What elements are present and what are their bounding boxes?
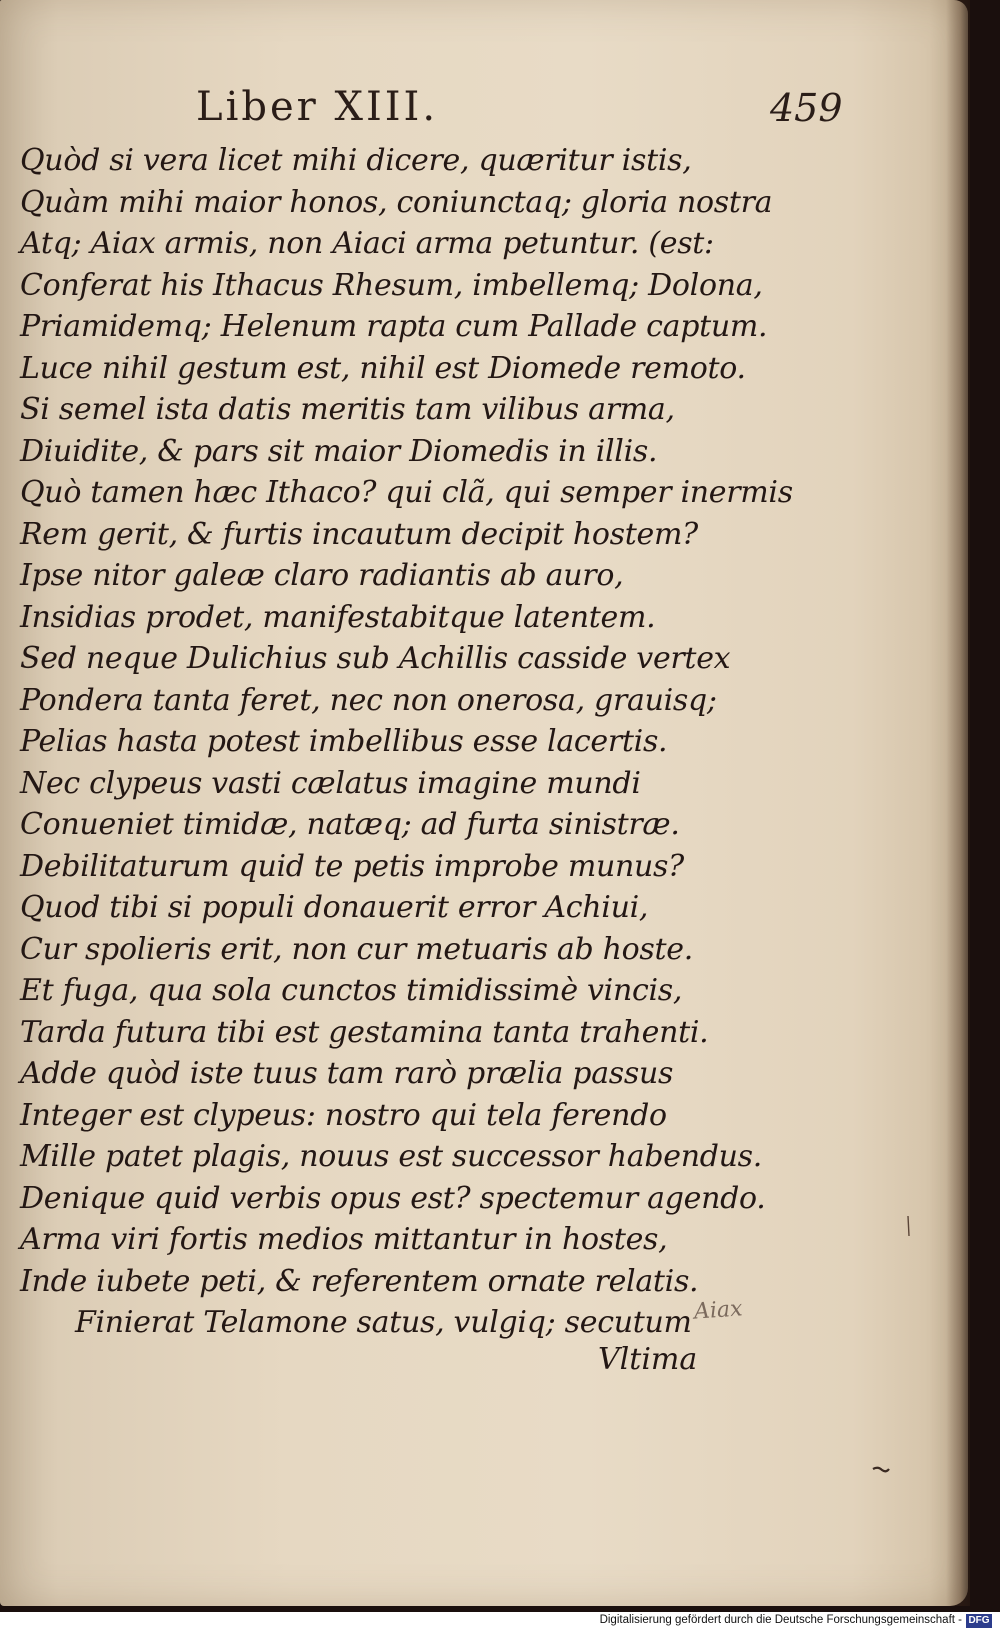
verse-line-21: Et fuga, qua sola cunctos timidissimè vincis, bbox=[20, 973, 683, 1008]
page-number: 459 bbox=[770, 86, 843, 130]
verse-line-17: Conueniet timidæ, natæq; ad furta sinistræ. bbox=[20, 807, 680, 842]
verse-line-16: Nec clypeus vasti cælatus imagine mundi bbox=[20, 765, 641, 801]
verse-block bbox=[20, 140, 793, 1344]
verse-line-27: Arma viri fortis medios mittantur in hostes, bbox=[20, 1222, 668, 1257]
ink-blot bbox=[872, 1466, 890, 1474]
verse-line-24: Integer est clypeus: nostro qui tela ferendo bbox=[20, 1097, 667, 1133]
verse-line-14: Pondera tanta feret, nec non onerosa, grauisq; bbox=[20, 682, 717, 718]
verse-line-7: Si semel ista datis meritis tam vilibus arma, bbox=[20, 392, 675, 427]
verse-line-19: Quod tibi si populi donauerit error Achiui, bbox=[20, 890, 649, 925]
verse-line-18: Debilitaturum quid te petis improbe munus? bbox=[20, 848, 684, 884]
verse-line-11: Ipse nitor galeæ claro radiantis ab auro, bbox=[20, 558, 624, 593]
page-header bbox=[0, 0, 968, 140]
verse-line-29: Finierat Telamone satus, vulgiq; secutum bbox=[75, 1305, 692, 1340]
verse-line-13: Sed neque Dulichius sub Achillis casside vertex bbox=[20, 641, 731, 676]
verse-line-6: Luce nihil gestum est, nihil est Diomede remoto. bbox=[20, 350, 746, 386]
verse-line-9: Quò tamen hæc Ithaco? qui clã, qui semper inermis bbox=[20, 475, 793, 510]
verse-line-2: Quàm mihi maior honos, coniunctaq; gloria nostra bbox=[20, 184, 773, 220]
verse-line-1: Quòd si vera licet mihi dicere, quæritur istis, bbox=[20, 143, 692, 178]
verse-line-3: Atq; Aiax armis, non Aiaci arma petuntur. (est: bbox=[20, 226, 714, 261]
verse-line-12: Insidias prodet, manifestabitque latentem. bbox=[20, 599, 656, 635]
verse-line-23: Adde quòd iste tuus tam rarò prælia passus bbox=[20, 1056, 674, 1091]
verse-line-25: Mille patet plagis, nouus est successor habendus. bbox=[20, 1139, 762, 1174]
handwritten-marginal-note: Aiax bbox=[693, 1296, 744, 1325]
dfg-logo: DFG bbox=[966, 1614, 992, 1628]
verse-line-10: Rem gerit, & furtis incautum decipit hostem? bbox=[20, 516, 698, 552]
catchword: Vltima bbox=[598, 1342, 698, 1377]
running-head: Liber XIII. bbox=[196, 84, 439, 130]
verse-line-20: Cur spolieris erit, non cur metuaris ab hoste. bbox=[20, 931, 693, 967]
verse-line-28: Inde iubete peti, & referentem ornate relatis. bbox=[20, 1263, 699, 1299]
digitization-credit: Digitalisierung gefördert durch die Deutsche Forschungsgemeinschaft - bbox=[599, 1614, 962, 1626]
verse-line-4: Conferat his Ithacus Rhesum, imbellemq; Dolona, bbox=[20, 267, 763, 303]
verse-line-22: Tarda futura tibi est gestamina tanta trahenti. bbox=[20, 1014, 709, 1050]
verse-line-15: Pelias hasta potest imbellibus esse lacertis. bbox=[20, 724, 668, 759]
stray-ink-mark bbox=[905, 1215, 911, 1237]
verse-line-8: Diuidite, & pars sit maior Diomedis in illis. bbox=[20, 433, 658, 469]
page-edge-shadow bbox=[946, 0, 970, 1606]
verse-line-26: Denique quid verbis opus est? spectemur agendo. bbox=[20, 1180, 766, 1216]
verse-line-5: Priamidemq; Helenum rapta cum Pallade captum. bbox=[20, 309, 768, 344]
